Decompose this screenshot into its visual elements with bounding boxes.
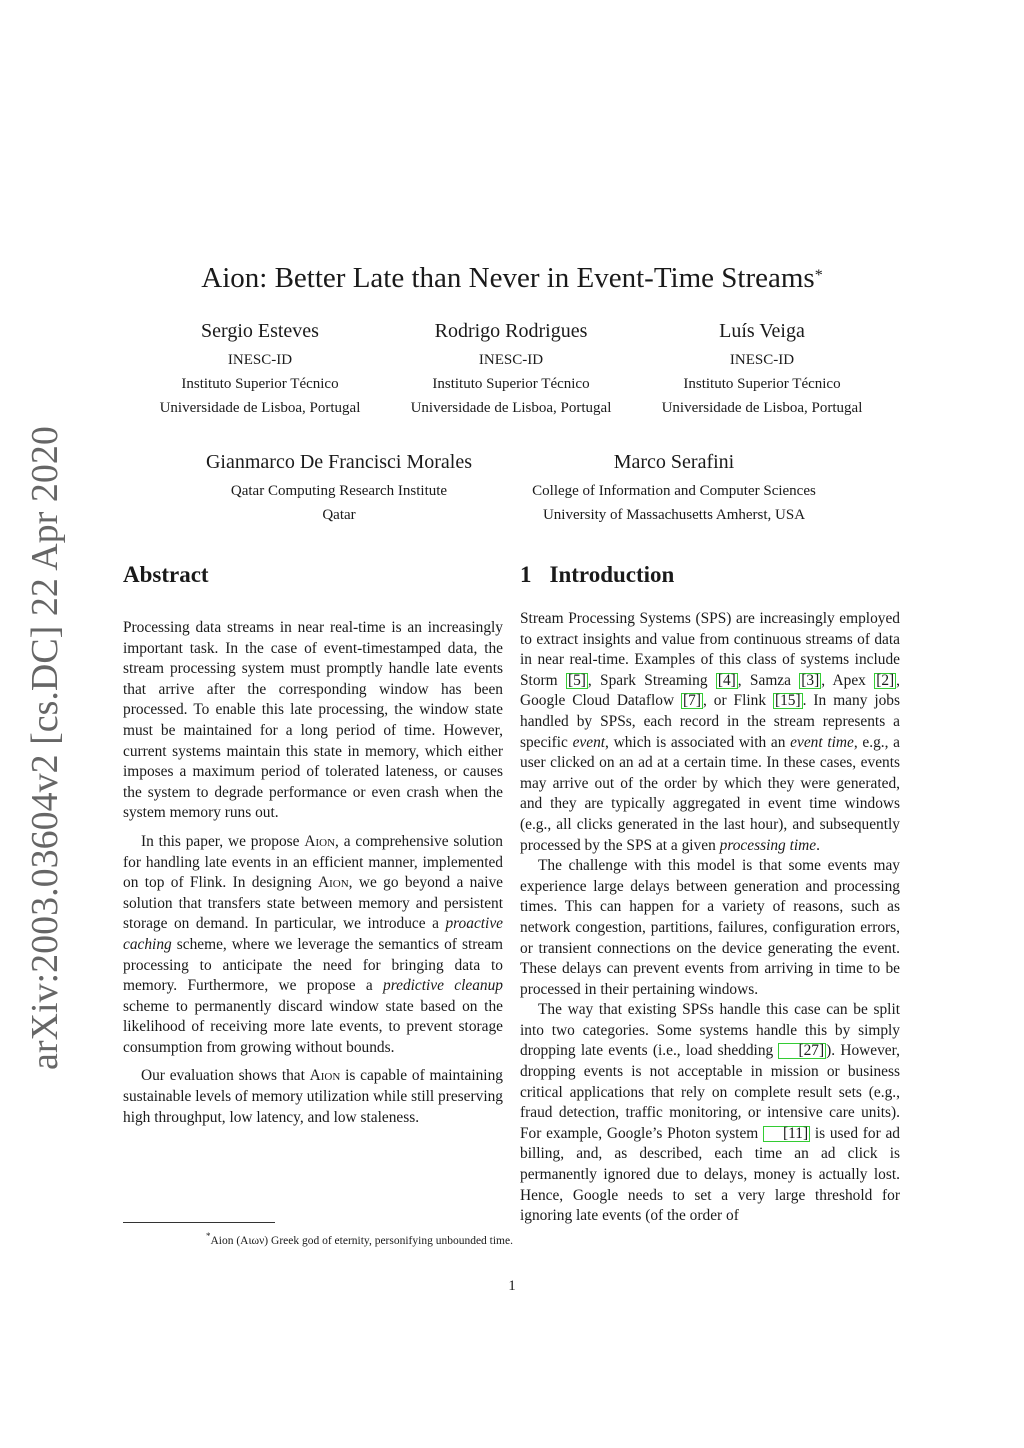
introduction-paragraph: The challenge with this model is that some events may experience large delays between generation and processing times. This can happen for a variety of reasons, such as network congestion, partitions, failures, configuration errors, or transient connections on the device generating the event. These delays can prevent events from arriving in time to be processed in their pertaining windows. — [520, 857, 900, 998]
author-affiliation: Universidade de Lisboa, Portugal — [159, 400, 361, 416]
author-affiliation: University of Massachusetts Amherst, USA — [542, 507, 806, 523]
author-affiliation: INESC-ID — [227, 352, 293, 368]
author-affiliation: Instituto Superior Técnico — [432, 376, 590, 392]
author-affiliation: Universidade de Lisboa, Portugal — [410, 400, 612, 416]
abstract-paragraph: Processing data streams in near real-time is an increasingly important task. In the case of event-timestamped data, the stream processing system must promptly handle late events that arrive after the corresponding window has been processed. To enable this late processing, the window state must be maintained for a long period of time. However, current systems maintain this state in memory, which either imposes a maximum period of tolerated lateness, or causes the system to degrade performance or even crash when the system memory runs out. — [123, 619, 503, 822]
citation-link[interactable]: [27] — [778, 1043, 826, 1059]
citation-link[interactable]: [2] — [876, 671, 895, 689]
author-name: Gianmarco De Francisci Morales — [205, 451, 472, 473]
author-affiliation: INESC-ID — [478, 352, 544, 368]
paper-title-text: Aion: Better Late than Never in Event-Time Streams — [201, 262, 815, 294]
arxiv-identifier: arXiv:2003.03604v2 [cs.DC] 22 Apr 2020 — [24, 426, 66, 1070]
author-affiliation: Universidade de Lisboa, Portugal — [661, 400, 863, 416]
emphasis: processing time — [719, 836, 817, 854]
author-affiliation: Qatar Computing Research Institute — [230, 483, 448, 499]
author-affiliation: Instituto Superior Técnico — [181, 376, 339, 392]
footnote-divider — [123, 1222, 275, 1223]
abstract-paragraph: Our evaluation shows that Aion is capable of maintaining sustainable levels of memory utilization while still preserving high throughput, low latency, and low staleness. — [123, 1067, 503, 1126]
introduction-paragraph: Stream Processing Systems (SPS) are increasingly employed to extract insights and value from continuous streams of data in near real-time. Examples of this class of systems include Storm [5] , Spark Streaming [4] , Samza [3] , Apex [2] , Google Cloud Dataflow [7] , or Flink [15] . In many jobs handled by SPSs, each record in the stream represents a specific event, which is associated with an event time, e.g., a user clicked on an ad at a certain time. In these cases, events may arrive out of the order by which they were generated, and they are typically aggregated in event time windows (e.g., all clicks generated in the last hour), and subsequently processed by the SPS at a given processing time. — [520, 610, 901, 854]
author-affiliation: Qatar — [322, 507, 356, 523]
author-name: Marco Serafini — [613, 451, 735, 473]
abstract-paragraph: In this paper, we propose Aion, a comprehensive solution for handling late events in an efficient manner, implemented on top of Flink. In designing Aion, we go beyond a naive solution that transfers state between memory and persistent storage on demand. In particular, we introduce a proactive caching scheme, where we leverage the semantics of stream processing to anticipate the need for bringing data to memory. Furthermore, we propose a predictive cleanup scheme to permanently discard window state based on the likelihood of receiving more late events, to prevent storage consumption from growing without bounds. — [123, 832, 504, 1056]
citation-link[interactable]: [3] — [801, 671, 820, 689]
system-name: Aion — [309, 1067, 341, 1085]
footnote — [123, 1228, 513, 1249]
citation-link[interactable]: [5] — [567, 671, 586, 689]
introduction-paragraph: The way that existing SPSs handle this case can be split into two categories. Some systems handle this by simply dropping late events (i.e., load shedding [27] ). However, dropping events is not acceptable in mission or business critical applications that rely on complete result sets (e.g., fraud detection, traffic monitoring, or intensive care units). For example, Google’s Photon system [11] is used for ad billing, and, as described, each time an ad click is permanently ignored due to delays, money is actually lost. Hence, Google needs to set a very large threshold for ignoring late events (of the order of — [520, 1001, 901, 1225]
footnote-text: Aion (Αιων) Greek god of eternity, personifying unbounded time. — [210, 1234, 513, 1247]
emphasis: event — [572, 733, 606, 751]
emphasis: predictive cleanup — [383, 977, 503, 995]
emphasis: proactive caching — [123, 915, 503, 953]
author-name: Sergio Esteves — [201, 320, 319, 342]
citation-link[interactable]: [7] — [683, 692, 701, 710]
citation-link[interactable]: [11] — [763, 1126, 810, 1142]
left-column — [123, 558, 503, 1128]
paper-title — [0, 258, 1024, 298]
author-name: Rodrigo Rodrigues — [434, 320, 588, 342]
citation-link[interactable]: [15] — [774, 692, 801, 710]
section-title: Introduction — [549, 562, 675, 587]
author-affiliation: College of Information and Computer Sciences — [532, 483, 816, 499]
author-affiliation: INESC-ID — [729, 352, 795, 368]
emphasis: event time — [790, 733, 854, 751]
citation-link[interactable]: [4] — [717, 671, 736, 689]
author-block — [179, 448, 499, 527]
footnote-mark: * — [205, 1231, 211, 1241]
system-name: Aion — [304, 832, 336, 850]
system-name: Aion — [317, 874, 349, 892]
section-number: 1 — [520, 562, 532, 587]
introduction-heading — [520, 558, 900, 592]
title-footnote-mark: * — [814, 267, 823, 284]
right-column — [520, 558, 900, 1227]
abstract-heading: Abstract — [123, 562, 209, 587]
author-block — [514, 448, 834, 527]
author-affiliation: Instituto Superior Técnico — [683, 376, 841, 392]
page-number: 1 — [508, 1278, 516, 1294]
author-name: Luís Veiga — [719, 320, 805, 342]
author-block — [602, 317, 922, 420]
